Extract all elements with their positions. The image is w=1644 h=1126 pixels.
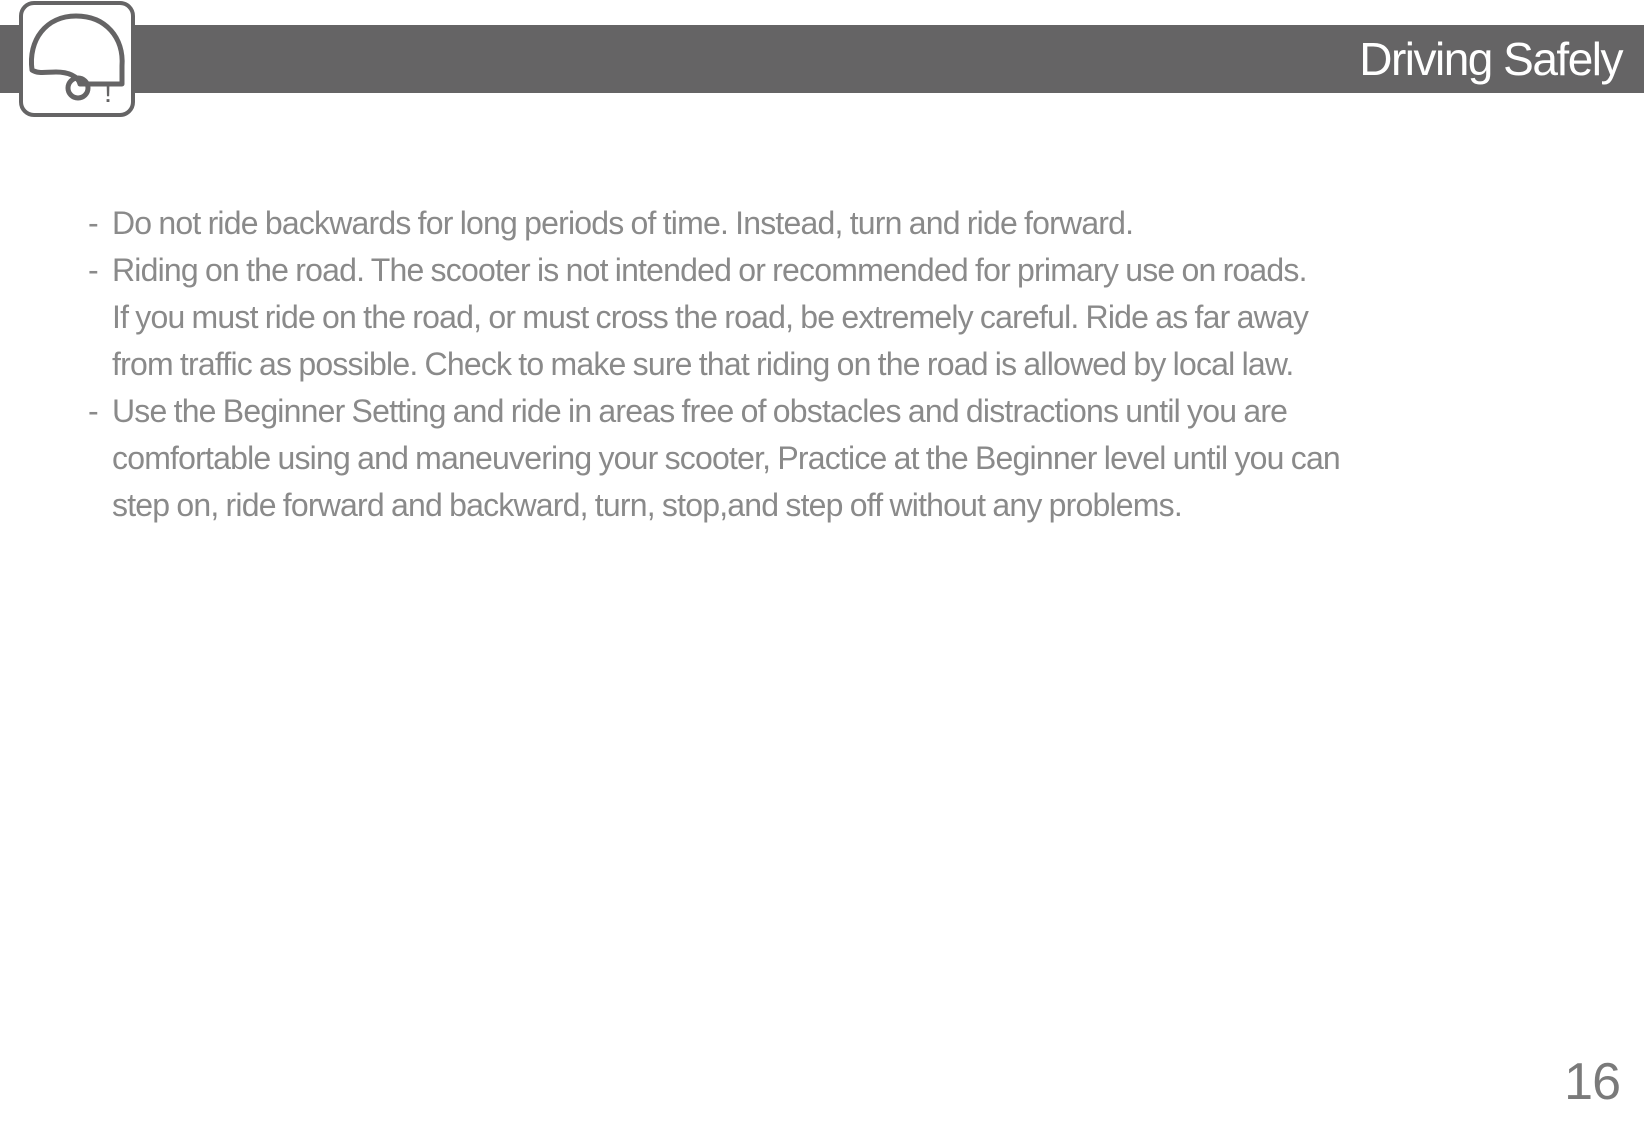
bullet-line: comfortable using and maneuvering your scooter, Practice at the Beginner level until you can	[112, 440, 1340, 476]
bullet-line: from traffic as possible. Check to make sure that riding on the road is allowed by local law.	[112, 346, 1294, 382]
bullet-line: Riding on the road. The scooter is not intended or recommended for primary use on roads.	[112, 252, 1307, 288]
bullet-line: Do not ride backwards for long periods of time. Instead, turn and ride forward.	[112, 205, 1134, 241]
helmet-warning-icon	[18, 0, 136, 118]
safety-bullet-list	[88, 200, 1588, 529]
bullet-item	[88, 388, 1588, 529]
page-title: Driving Safely	[1359, 33, 1622, 85]
bullet-line: If you must ride on the road, or must cross the road, be extremely careful. Ride as far away	[112, 299, 1309, 335]
bullet-dash: -	[88, 205, 98, 241]
bullet-line: Use the Beginner Setting and ride in areas free of obstacles and distractions until you are	[112, 393, 1288, 429]
exclamation-mark: !	[103, 76, 113, 109]
bullet-item	[88, 200, 1588, 247]
bullet-dash: -	[88, 252, 98, 288]
bullet-item	[88, 247, 1588, 388]
header-bar	[0, 25, 1644, 93]
page-number: 16	[1564, 1053, 1620, 1111]
bullet-line: step on, ride forward and backward, turn, stop,and step off without any problems.	[112, 487, 1182, 523]
bullet-dash: -	[88, 393, 98, 429]
